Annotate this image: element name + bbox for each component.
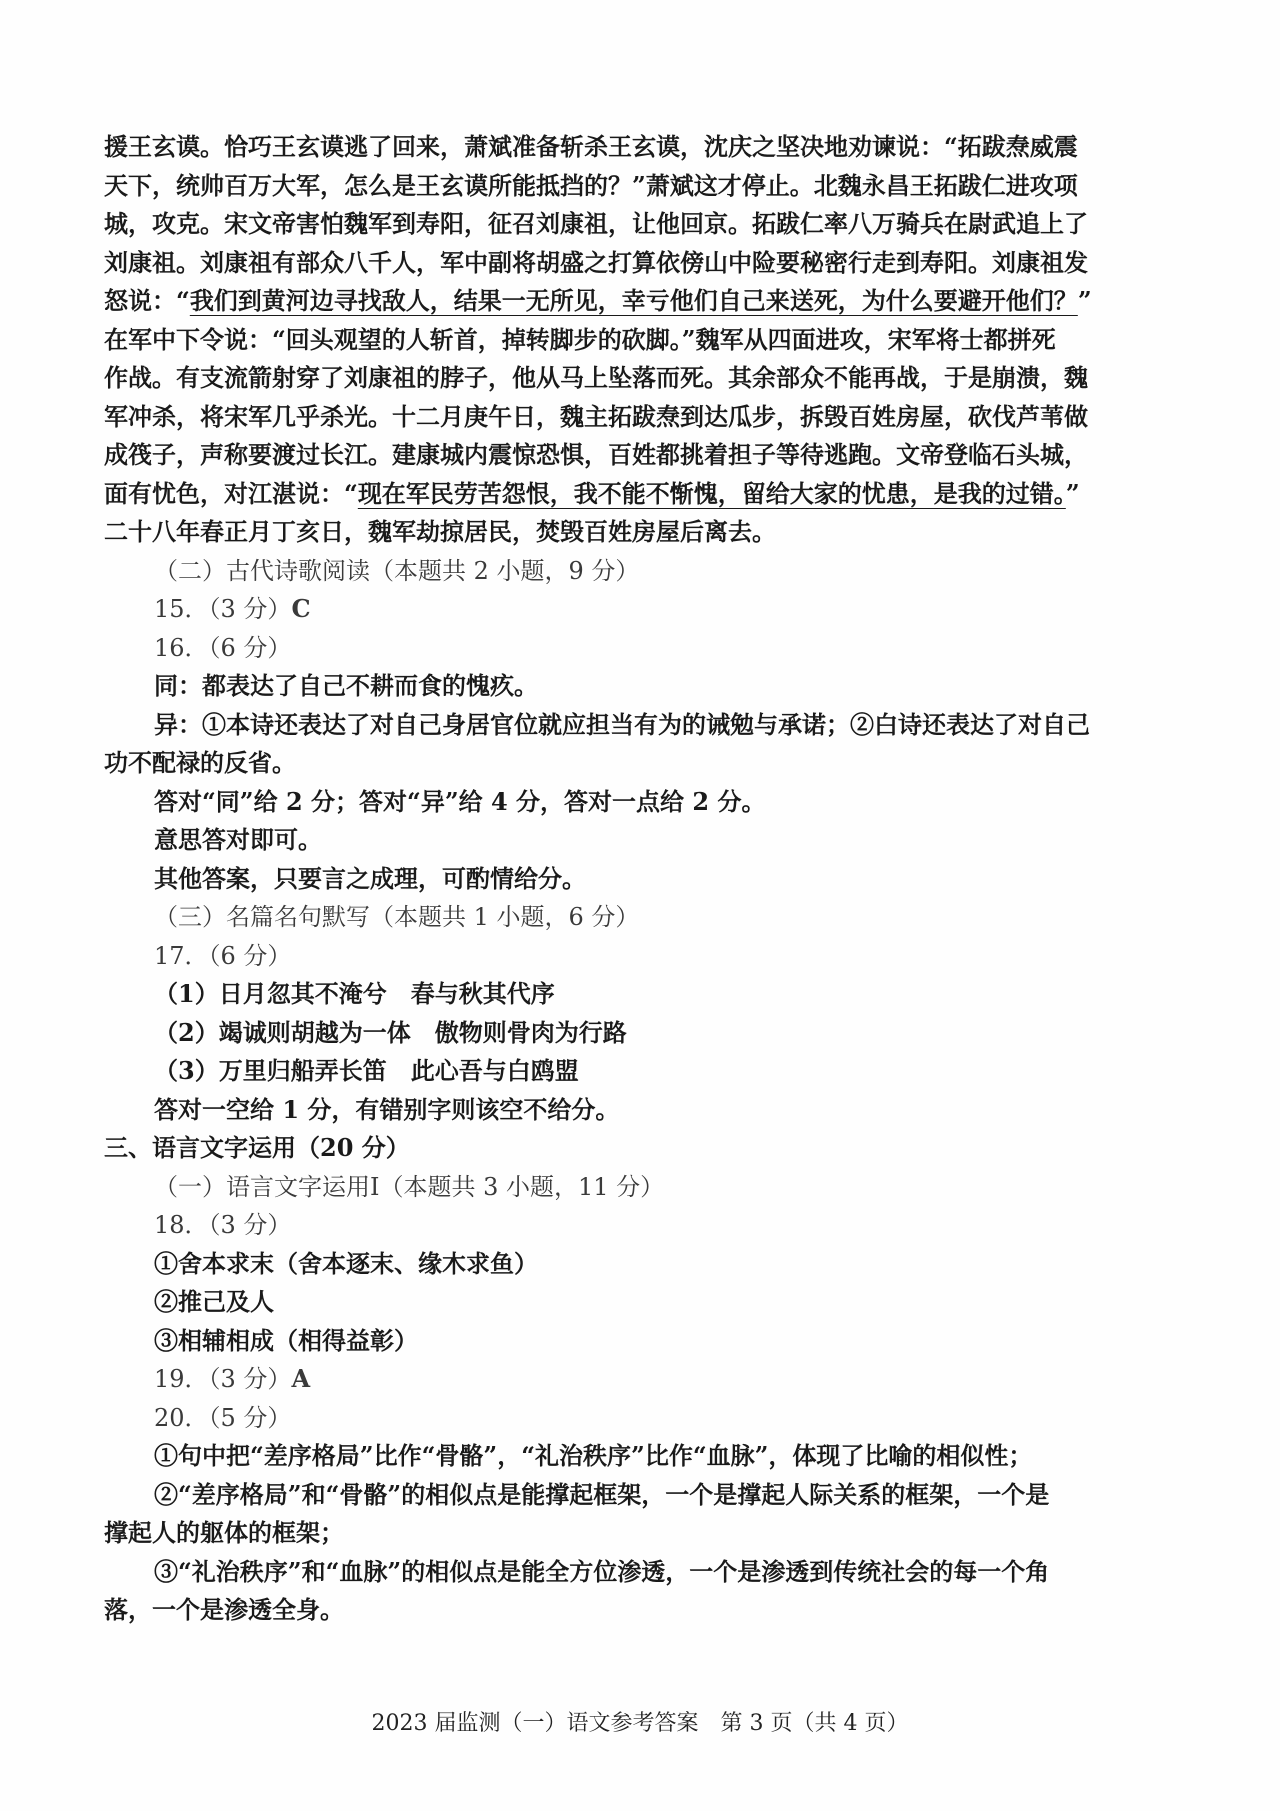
- underlined-sentence: 现在军民劳苦怨恨，我不能不惭愧，留给大家的忧患，是我的过错。: [357, 478, 1066, 508]
- question-number: 19．（3 分）: [154, 1365, 292, 1393]
- section-header: （二）古代诗歌阅读（本题共 2 小题，9 分）: [154, 556, 640, 585]
- passage-line: 援王玄谟。恰巧王玄谟逃了回来，萧斌准备斩杀王玄谟，沈庆之坚决地劝谏说：“拓跋焘威震: [104, 132, 1078, 161]
- page-footer: 2023 届监测（一）语文参考答案 第 3 页（共 4 页）: [371, 1711, 909, 1736]
- question-16: 16．（6 分）: [154, 633, 292, 662]
- passage-text: ”: [1065, 478, 1080, 508]
- passage-text: 面有忧色，对江湛说：“: [104, 478, 358, 508]
- recitation-section: [104, 898, 1182, 1129]
- scoring-note: 答对一空给 1 分，有错别字则该空不给分。: [154, 1094, 620, 1124]
- answer-choice: A: [291, 1364, 311, 1393]
- poetry-section: [104, 552, 1182, 899]
- passage-line: [104, 475, 1182, 514]
- underlined-sentence: 我们到黄河边寻找敌人，结果一无所见，幸亏他们自己来送死，为什么要避开他们？: [189, 286, 1078, 315]
- answer-line: ①舍本求末（舍本逐末、缘木求鱼）: [154, 1248, 538, 1278]
- passage-line: 二十八年春正月丁亥日，魏军劫掠居民，焚毁百姓房屋后离去。: [104, 517, 776, 546]
- answer-same: 同：都表达了自己不耕而食的愧疚。: [154, 671, 538, 700]
- scoring-note: 意思答对即可。: [154, 825, 322, 854]
- answer-line: ①句中把“差序格局”比作“骨骼”，“礼治秩序”比作“血脉”，体现了比喻的相似性；: [154, 1441, 1033, 1470]
- answer-diff: 异：①本诗还表达了对自己身居官位就应担当有为的诫勉与承诺；②白诗还表达了对自己: [154, 709, 1090, 739]
- answer-line: ②推己及人: [154, 1287, 274, 1316]
- question-17: 17．（6 分）: [154, 941, 292, 970]
- answer-line: （3）万里归船弄长笛 此心吾与白鸥盟: [154, 1056, 579, 1085]
- passage-line: [104, 282, 1182, 321]
- language-use-section: [104, 1129, 1182, 1630]
- passage-line: 城，攻克。宋文帝害怕魏军到寿阳，征召刘康祖，让他回京。拓跋仁率八万骑兵在尉武追上了: [104, 209, 1088, 238]
- answer-line-cont: 落，一个是渗透全身。: [104, 1595, 344, 1624]
- question-19: [104, 1360, 1182, 1399]
- answer-line: （2）竭诚则胡越为一体 傲物则骨肉为行路: [154, 1017, 627, 1047]
- answer-line: ②“差序格局”和“骨骼”的相似点是能撑起框架，一个是撑起人际关系的框架，一个是: [154, 1479, 1050, 1509]
- scoring-note: 答对“同”给 2 分；答对“异”给 4 分，答对一点给 2 分。: [154, 786, 766, 816]
- question-18: 18．（3 分）: [154, 1211, 292, 1239]
- passage-line: 成筏子，声称要渡过长江。建康城内震惊恐惧，百姓都挑着担子等待逃跑。文帝登临石头城，: [104, 440, 1088, 469]
- passage-text: ”: [1077, 286, 1092, 315]
- answer-diff-cont: 功不配禄的反省。: [104, 748, 296, 777]
- answer-choice: C: [291, 594, 311, 623]
- part-title: 三、语言文字运用（20 分）: [104, 1133, 410, 1162]
- answer-line-cont: 撑起人的躯体的框架；: [104, 1518, 344, 1547]
- question-number: 15．（3 分）: [154, 595, 292, 623]
- question-20: 20．（5 分）: [154, 1403, 292, 1432]
- passage-line: 在军中下令说：“回头观望的人斩首，掉转脚步的砍脚。”魏军从四面进攻，宋军将士都拼死: [104, 324, 1056, 354]
- passage-line: 军冲杀，将宋军几乎杀光。十二月庚午日，魏主拓跋焘到达瓜步，拆毁百姓房屋，砍伐芦苇做: [104, 401, 1088, 431]
- answer-line: ③相辅相成（相得益彰）: [154, 1325, 418, 1355]
- answer-line: （1）日月忽其不淹兮 春与秋其代序: [154, 979, 555, 1008]
- passage-line: 作战。有支流箭射穿了刘康祖的脖子，他从马上坠落而死。其余部众不能再战，于是崩溃，魏: [104, 363, 1088, 392]
- question-15: [104, 590, 1182, 629]
- section-header: （三）名篇名句默写（本题共 1 小题，6 分）: [154, 903, 640, 931]
- passage-text: 怒说：“: [104, 286, 190, 315]
- answer-line: ③“礼治秩序”和“血脉”的相似点是能全方位渗透，一个是渗透到传统社会的每一个角: [154, 1556, 1050, 1586]
- passage-line: 刘康祖。刘康祖有部众八千人，军中副将胡盛之打算依傍山中险要秘密行走到寿阳。刘康祖发: [104, 247, 1088, 277]
- translation-passage: [104, 128, 1182, 552]
- passage-line: 天下，统帅百万大军，怎么是王玄谟所能抵挡的？”萧斌这才停止。北魏永昌王拓跋仁进攻项: [104, 170, 1078, 200]
- section-header: （一）语言文字运用Ⅰ（本题共 3 小题，11 分）: [154, 1172, 665, 1201]
- scoring-note: 其他答案，只要言之成理，可酌情给分。: [154, 863, 586, 893]
